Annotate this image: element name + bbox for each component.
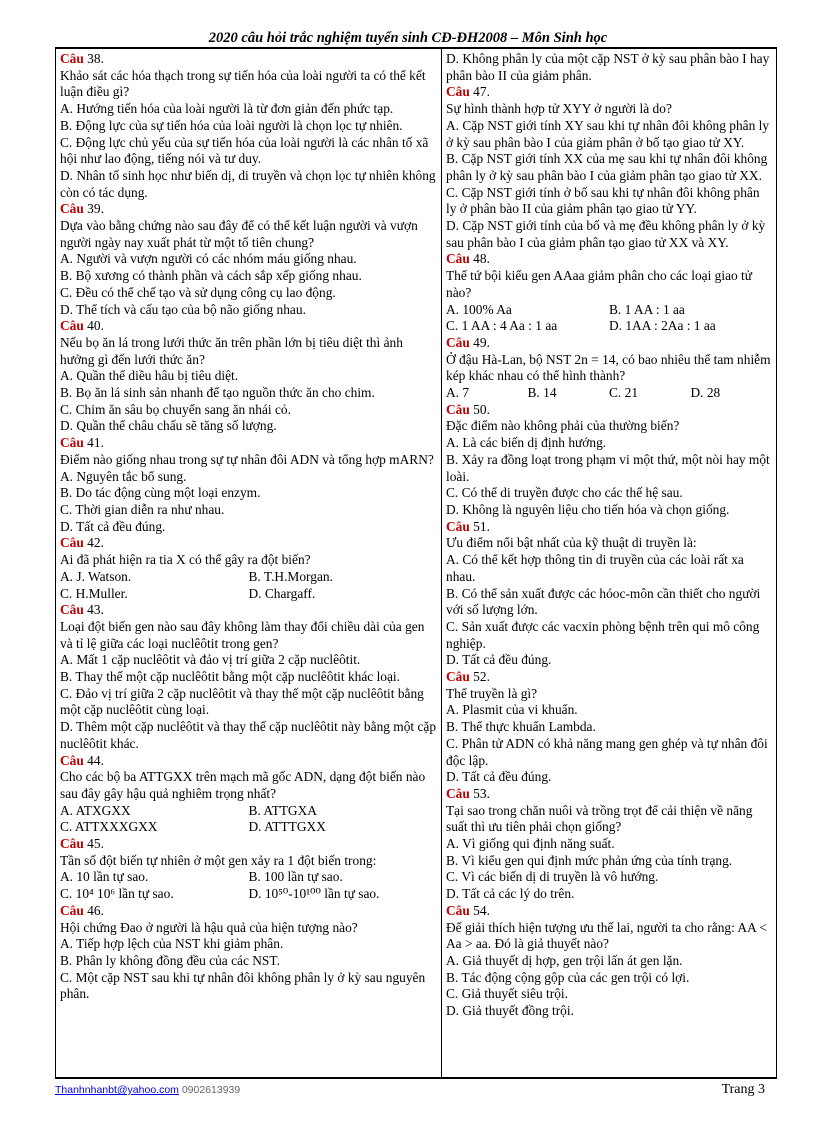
answer-option: C. Cặp NST giới tính ở bố sau khi tự nhân đôi không phân ly ở phân bào II của giảm phân tạo giao tử YY. (446, 184, 760, 217)
footer-contact (55, 1084, 240, 1096)
question-number: 44. (83, 752, 104, 768)
question-label: Câu (60, 201, 84, 217)
answer-option: D. 28 (690, 385, 721, 401)
answer-option: A. Có thể kết hợp thông tin di truyền của các loài rất xa nhau. (446, 552, 744, 584)
answer-option: A. Là các biến dị định hướng. (446, 435, 607, 451)
question-block (446, 669, 772, 786)
answer-option: B. 14 (527, 385, 557, 401)
answer-option: D. Cặp NST giới tính của bố và mẹ đều không phân ly ở kỳ sau phân bào I của giảm phân tạo giao tử XX và XY. (446, 218, 766, 250)
question-heading (446, 402, 772, 419)
question-block (446, 903, 772, 1020)
answer-option: A. Quần thể diều hâu bị tiêu diệt. (60, 368, 239, 384)
email-link[interactable]: Thanhnhanbt@yahoo.com (55, 1084, 179, 1096)
question-block (60, 51, 437, 201)
question-heading (60, 318, 437, 335)
question-heading (60, 903, 437, 920)
question-number: 51. (469, 518, 490, 534)
answer-option: A. 10 lần tự sao. (60, 869, 149, 885)
question-number: 52. (469, 669, 490, 685)
answer-option: A. 7 (446, 385, 470, 401)
question-heading (446, 335, 772, 352)
answer-option: C. Vì các biến dị di truyền là vô hướng. (446, 869, 659, 885)
question-block (60, 602, 437, 752)
answer-option: D. Không phân ly của một cặp NST ở kỳ sau phân bào I hay phân bào II của giảm phân. (446, 51, 770, 83)
answer-option: B. ATTGXA (248, 802, 317, 818)
question-block (60, 535, 437, 602)
answer-option: D. Tất cả đều đúng. (60, 518, 166, 534)
question-label: Câu (60, 535, 84, 551)
answer-option: C. Thời gian diễn ra như nhau. (60, 501, 225, 517)
answer-option: D. Nhân tố sinh học như biến dị, di truyền và chọn lọc tự nhiên không còn có tác dụng. (60, 167, 436, 200)
question-number: 47. (469, 84, 490, 100)
answer-grid (446, 302, 772, 335)
question-label: Câu (446, 785, 470, 801)
answer-option: A. 100% Aa (446, 301, 512, 317)
answer-grid (446, 385, 772, 402)
question-text: Cho các bộ ba ATTGXX trên mạch mã gốc ADN, dạng đột biến nào sau đây gây hậu quả nghiêm trọng nhất? (60, 769, 426, 801)
answer-option: A. ATXGXX (60, 802, 131, 818)
answer-option: B. Bộ xương có thành phần và cách sắp xếp giống nhau. (60, 268, 362, 284)
footer-rule (55, 1078, 777, 1079)
answer-option: C. Phân tử ADN có khả năng mang gen ghép và tự nhân đôi độc lập. (446, 735, 768, 768)
question-label: Câu (446, 902, 470, 918)
question-text: Điểm nào giống nhau trong sự tự nhân đôi ADN và tổng hợp mARN? (60, 451, 434, 467)
question-block (446, 51, 772, 84)
answer-option: D. Quần thể châu chấu sẽ tăng số lượng. (60, 418, 277, 434)
answer-option: C. Đều có thể chế tạo và sử dụng công cụ lao động. (60, 284, 336, 300)
answer-option: A. Plasmit của vi khuẩn. (446, 702, 578, 718)
answer-option: D. ATTTGXX (248, 819, 326, 835)
answer-option: B. 1 AA : 1 aa (609, 301, 685, 317)
question-label: Câu (446, 669, 470, 685)
answer-option: B. Cặp NST giới tính XX của mẹ sau khi tự nhân đôi không phân ly ở kỳ sau phân bào I của giảm phân tạo giao tử XX. (446, 151, 768, 183)
answer-option: D. Tất cả các lý do trên. (446, 886, 575, 902)
question-label: Câu (60, 318, 84, 334)
question-number: 49. (469, 334, 490, 350)
question-block (446, 335, 772, 402)
question-text: Tại sao trong chăn nuôi và trồng trọt để cải thiện về năng suất thì ưu tiên phải chọn giống? (446, 802, 753, 835)
answer-option: A. Giả thuyết dị hợp, gen trội lấn át gen lặn. (446, 952, 683, 968)
answer-grid (60, 869, 437, 902)
page-number: Trang 3 (721, 1082, 765, 1097)
answer-option: B. Thay thế một cặp nuclêôtit bằng một cặp nuclêôtit khác loại. (60, 669, 401, 685)
question-number: 46. (83, 902, 104, 918)
question-text: Tần số đột biến tự nhiên ở một gen xảy ra 1 đột biến trong: (60, 852, 377, 868)
question-heading (60, 602, 437, 619)
answer-option: D. 10⁵⁰-10¹⁰⁰ lần tự sao. (248, 886, 380, 902)
answer-option: A. Hướng tiến hóa của loài người là từ đơn giản đến phức tạp. (60, 101, 394, 117)
answer-option: A. Vì giống qui định năng suất. (446, 836, 615, 852)
question-heading (60, 535, 437, 552)
answer-option: B. Phân ly không đồng đều của các NST. (60, 952, 280, 968)
question-heading (60, 435, 437, 452)
answer-option: C. H.Muller. (60, 585, 128, 601)
question-text: Thể truyền là gì? (446, 685, 538, 701)
right-column (442, 49, 776, 1077)
answer-option: D. 1AA : 2Aa : 1 aa (609, 318, 716, 334)
question-text: Ưu điểm nổi bật nhất của kỹ thuật di truyền là: (446, 535, 697, 551)
question-heading (446, 786, 772, 803)
answer-option: C. 21 (609, 385, 639, 401)
question-text: Đặc điểm nào không phải của thường biến? (446, 418, 680, 434)
answer-option: B. Do tác động cùng một loại enzym. (60, 485, 261, 501)
answer-option: C. 10⁴ 10⁶ lần tự sao. (60, 886, 174, 902)
answer-option: D. Thêm một cặp nuclêôtit và thay thế cặp nuclêôtit này bằng một cặp nuclêôtit khác. (60, 719, 437, 751)
answer-option: A. Nguyên tắc bổ sung. (60, 468, 187, 484)
answer-option: C. Động lực chủ yếu của sự tiến hóa của loài người là các nhân tố xã hội như lao động, tiếng nói và tư duy. (60, 134, 429, 167)
answer-option: C. Một cặp NST sau khi tự nhân đôi không phân ly ở kỳ sau nguyên phân. (60, 969, 426, 1002)
question-heading (446, 519, 772, 536)
answer-option: D. Thể tích và cấu tạo của bộ não giống nhau. (60, 301, 306, 317)
answer-option: B. Thể thực khuẩn Lambda. (446, 719, 596, 735)
question-block (446, 402, 772, 519)
question-block (60, 903, 437, 1003)
answer-option: C. Chim ăn sâu bọ chuyển sang ăn nhái cỏ. (60, 401, 291, 417)
question-text: Sự hình thành hợp tử XYY ở người là do? (446, 101, 672, 117)
page-footer (55, 1082, 777, 1102)
phone-number: 0902613939 (178, 1084, 241, 1096)
answer-option: C. Có thể di truyền được cho các thế hệ sau. (446, 485, 683, 501)
answer-option: A. Mất 1 cặp nuclêôtit và đảo vị trí giữa 2 cặp nuclêôtit. (60, 652, 361, 668)
question-heading (60, 753, 437, 770)
answer-option: D. Giả thuyết đồng trội. (446, 1003, 574, 1019)
question-text: Nếu bọ ăn lá trong lưới thức ăn trên phần lớn bị tiêu diệt thì ảnh hưởng gì đến lưới thức ăn? (60, 334, 403, 367)
answer-option: B. Bọ ăn lá sinh sản nhanh để tạo nguồn thức ăn cho chim. (60, 385, 375, 401)
answer-option: A. Tiếp hợp lệch của NST khi giảm phân. (60, 936, 284, 952)
question-label: Câu (60, 836, 84, 852)
question-number: 50. (469, 401, 490, 417)
two-column-body (55, 48, 777, 1078)
answer-grid (60, 803, 437, 836)
question-label: Câu (446, 84, 470, 100)
question-text: Khảo sát các hóa thạch trong sự tiến hóa của loài người ta có thể kết luận điều gì? (60, 67, 426, 100)
page-header: 2020 câu hỏi trắc nghiệm tuyển sinh CĐ-ĐH2008 – Môn Sinh học (208, 30, 608, 46)
answer-option: B. T.H.Morgan. (248, 568, 333, 584)
question-block (60, 435, 437, 535)
question-label: Câu (446, 334, 470, 350)
question-block (446, 84, 772, 251)
answer-option: D. Tất cả đều đúng. (446, 769, 552, 785)
question-number: 45. (83, 836, 104, 852)
question-number: 43. (83, 602, 104, 618)
question-block (60, 201, 437, 318)
question-block (60, 753, 437, 837)
question-heading (60, 836, 437, 853)
question-number: 40. (83, 318, 104, 334)
answer-option: B. Động lực của sự tiến hóa của loài người là chọn lọc tự nhiên. (60, 117, 403, 133)
question-number: 39. (83, 201, 104, 217)
answer-option: A. Người và vượn người có các nhóm máu giống nhau. (60, 251, 357, 267)
answer-option: C. Đảo vị trí giữa 2 cặp nuclêôtit và thay thế một cặp nuclêôtit bằng một cặp nuclêôtit cùng loại. (60, 685, 424, 718)
question-number: 48. (469, 251, 490, 267)
question-text: Dựa vào bằng chứng nào sau đây để có thể kết luận người và vượn người ngày nay xuất phát từ một tổ tiên chung? (60, 218, 418, 250)
question-heading (446, 669, 772, 686)
answer-option: B. Vì kiểu gen qui định mức phản ứng của tính trạng. (446, 852, 733, 868)
question-label: Câu (60, 435, 84, 451)
question-text: Hội chứng Đao ở người là hậu quả của hiện tượng nào? (60, 919, 358, 935)
answer-option: C. Sản xuất được các vacxin phòng bệnh trên qui mô công nghiệp. (446, 618, 760, 651)
answer-option: A. J. Watson. (60, 568, 132, 584)
question-number: 38. (83, 51, 104, 66)
question-text: Để giải thích hiện tượng ưu thế lai, người ta cho rằng: AA < Aa > aa. Đó là giả thuyết nào? (446, 919, 767, 952)
question-label: Câu (446, 251, 470, 267)
question-text: Ai đã phát hiện ra tia X có thể gây ra đột biến? (60, 552, 311, 568)
question-heading (446, 251, 772, 268)
answer-grid (60, 569, 437, 602)
answer-option: B. Tác động cộng gộp của các gen trội có lợi. (446, 969, 690, 985)
question-label: Câu (446, 401, 470, 417)
question-heading (60, 51, 437, 68)
answer-option: B. Xảy ra đồng loạt trong phạm vi một thứ, một nòi hay một loài. (446, 451, 770, 484)
question-text: Loại đột biến gen nào sau đây không làm thay đổi chiều dài của gen và tỉ lệ giữa các loại nuclêôtit trong gen? (60, 618, 425, 651)
question-text: Ở đậu Hà-Lan, bộ NST 2n = 14, có bao nhiêu thể tam nhiễm kép khác nhau có thể hình thành? (446, 351, 771, 384)
question-heading (446, 903, 772, 920)
question-number: 54. (469, 902, 490, 918)
question-number: 41. (83, 435, 104, 451)
answer-option: D. Tất cả đều đúng. (446, 652, 552, 668)
left-column (56, 49, 442, 1077)
answer-option: D. Chargaff. (248, 585, 316, 601)
question-label: Câu (446, 518, 470, 534)
question-block (60, 318, 437, 435)
question-block (60, 836, 437, 903)
question-heading (60, 201, 437, 218)
answer-option: C. ATTXXXGXX (60, 819, 158, 835)
question-number: 53. (469, 785, 490, 801)
question-block (446, 519, 772, 669)
answer-option: B. 100 lần tự sao. (248, 869, 343, 885)
question-label: Câu (60, 602, 84, 618)
question-number: 42. (83, 535, 104, 551)
question-text: Thể tứ bội kiểu gen AAaa giảm phân cho các loại giao tử nào? (446, 268, 753, 300)
answer-option: A. Cặp NST giới tính XY sau khi tự nhân đôi không phân ly ở kỳ sau phân bào I của giảm phân ở bố tạo giao tử XY. (446, 117, 770, 150)
question-heading (446, 84, 772, 101)
answer-option: C. 1 AA : 4 Aa : 1 aa (446, 318, 558, 334)
question-block (446, 251, 772, 335)
answer-option: C. Giả thuyết siêu trội. (446, 986, 568, 1002)
question-label: Câu (60, 51, 84, 66)
question-label: Câu (60, 902, 84, 918)
question-block (446, 786, 772, 903)
question-label: Câu (60, 752, 84, 768)
answer-option: D. Không là nguyên liệu cho tiến hóa và chọn giống. (446, 501, 730, 517)
answer-option: B. Có thể sản xuất được các hóoc-môn cần thiết cho người với số lượng lớn. (446, 585, 761, 618)
